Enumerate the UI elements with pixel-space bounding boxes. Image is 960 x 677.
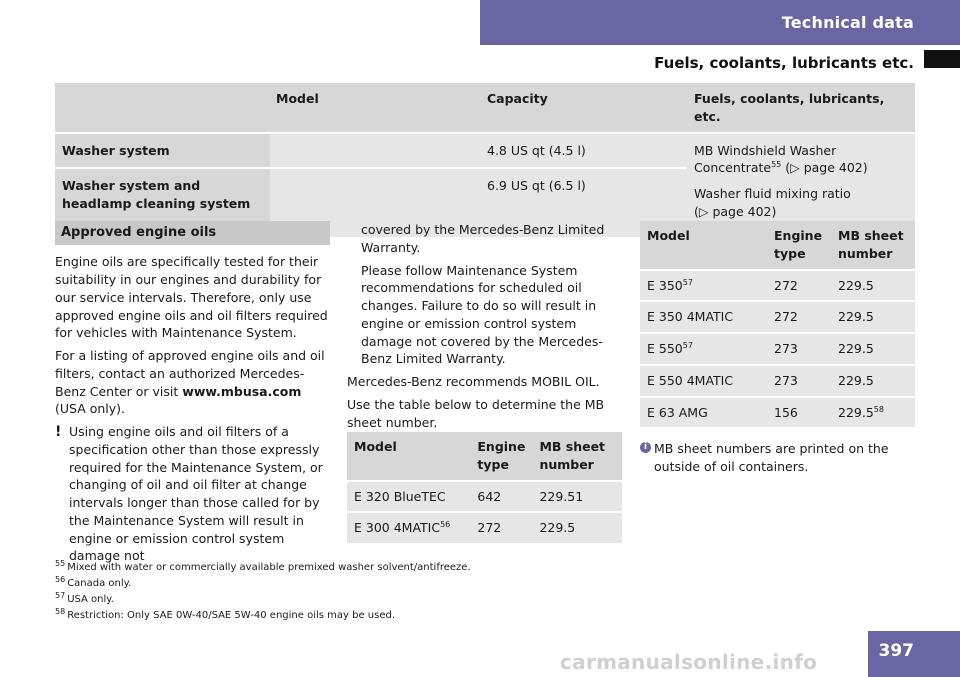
paragraph: Mercedes-Benz recommends MOBIL OIL.	[347, 374, 600, 389]
footnote-ref: 55	[771, 160, 782, 170]
sheet-cell: 229.5	[831, 333, 915, 365]
table-row	[347, 512, 622, 544]
paragraph: For a listing of approved engine oils and oil filters, contact an authorized Mercedes-Benz Center or visit www.mbusa.com (USA only).	[55, 348, 325, 417]
warning-note	[55, 423, 330, 565]
table-row	[55, 133, 915, 169]
empty-cell	[270, 133, 480, 169]
engine-cell: 273	[767, 333, 831, 365]
oils-column-left	[55, 221, 330, 570]
header-sheet: MB sheet number	[532, 432, 622, 481]
sheet-cell: 229.5	[831, 301, 915, 333]
sheet-cell: 229.5	[532, 512, 622, 544]
row-label: Washer system and headlamp cleaning system	[55, 168, 270, 238]
model-cell: E 350 4MATIC	[640, 301, 767, 333]
table-row	[640, 301, 915, 333]
header-engine: Engine type	[470, 432, 532, 481]
table-row	[640, 270, 915, 302]
model-cell: E $350^{57}$	[640, 270, 767, 302]
model-cell: E 300 4MATIC$^{56}$	[347, 512, 470, 544]
footnote: $^{55}$ Mixed with water or commercially available premixed washer solvent/antifreeze.	[55, 558, 471, 573]
footnote: $^{56}$ Canada only.	[55, 574, 132, 589]
header-marker	[924, 50, 960, 68]
header-model: Model	[55, 83, 480, 133]
warning-text: Using engine oils and oil filters of a specification other than those expressly required for the Maintenance System, or changing of oil and oil filter at change intervals longer than those called for by the Maintenance System will result in engine or emission control system damage not	[69, 424, 323, 564]
watermark: carmanualsonline.info	[560, 650, 818, 674]
table-row	[640, 365, 915, 397]
mixing-ratio-label: Washer fluid mixing ratio	[694, 186, 851, 201]
page-number: 397	[868, 631, 960, 677]
oil-table-a	[347, 432, 622, 545]
footnote: $^{58}$ Restriction: Only SAE 0W-40/SAE 5W-40 engine oils may be used.	[55, 606, 396, 621]
model-cell: E $550^{57}$	[640, 333, 767, 365]
table-row	[640, 333, 915, 365]
page-ref: (▷ page 402)	[785, 160, 868, 176]
paragraph: Engine oils are specifically tested for their suitability in our engines and durability for our service intervals. Therefore, only use approved engine oils and oil filters required for vehicles with Maintenance System.	[55, 254, 328, 341]
table-row	[347, 481, 622, 513]
paragraph: Use the table below to determine the MB sheet number.	[347, 396, 605, 430]
header-engine: Engine type	[767, 221, 831, 270]
sheet-cell: 229.5	[831, 270, 915, 302]
header-fluids: Fuels, coolants, lubricants, etc.	[687, 83, 915, 133]
model-cell: E 550 4MATIC	[640, 365, 767, 397]
info-text: MB sheet numbers are printed on the outside of oil containers.	[654, 441, 889, 474]
info-note	[640, 440, 915, 476]
sheet-cell: 229.51	[532, 481, 622, 513]
footnote: $^{57}$ USA only.	[55, 590, 114, 605]
capacity-cell: 4.8 US qt (4.5 l)	[480, 133, 687, 169]
engine-cell: 272	[767, 270, 831, 302]
maintenance-note: Please follow Maintenance System recommendations for scheduled oil changes. Failure to do so will result in engine or emission control system damage not covered by the Mercedes-Benz Limited Warranty.	[361, 262, 603, 367]
info-icon: i	[640, 442, 651, 453]
capacity-cell: 6.9 US qt (6.5 l)	[480, 168, 687, 238]
table-row	[640, 397, 915, 429]
website-link[interactable]: www.mbusa.com	[182, 383, 302, 399]
engine-cell: 272	[767, 301, 831, 333]
engine-cell: 273	[767, 365, 831, 397]
row-label: Washer system	[55, 133, 270, 169]
page-ref: (▷ page 402)	[694, 203, 777, 219]
subsection-title: Fuels, coolants, lubricants etc.	[654, 54, 914, 72]
sheet-cell: 229.5$^{58}$	[831, 397, 915, 429]
header-model: Model	[347, 432, 470, 481]
fluids-table-header	[55, 83, 915, 133]
section-heading: Approved engine oils	[55, 221, 330, 245]
fluid-name: MB Windshield Washer Concentrate	[694, 142, 837, 176]
engine-cell: 272	[470, 512, 532, 544]
warning-continued: covered by the Mercedes-Benz Limited Warranty.	[361, 222, 605, 255]
sheet-cell: 229.5	[831, 365, 915, 397]
engine-cell: 642	[470, 481, 532, 513]
oil-table-b	[640, 221, 915, 429]
footnotes	[55, 560, 915, 624]
fluids-table	[55, 83, 915, 239]
oils-column-middle	[347, 221, 623, 436]
header-model: Model	[640, 221, 767, 270]
section-title: Technical data	[781, 13, 914, 32]
engine-cell: 156	[767, 397, 831, 429]
header-capacity: Capacity	[480, 83, 687, 133]
warning-icon: !	[55, 424, 62, 441]
header-sheet: MB sheet number	[831, 221, 915, 270]
model-cell: E 320 BlueTEC	[347, 481, 470, 513]
model-cell: E 63 AMG	[640, 397, 767, 429]
